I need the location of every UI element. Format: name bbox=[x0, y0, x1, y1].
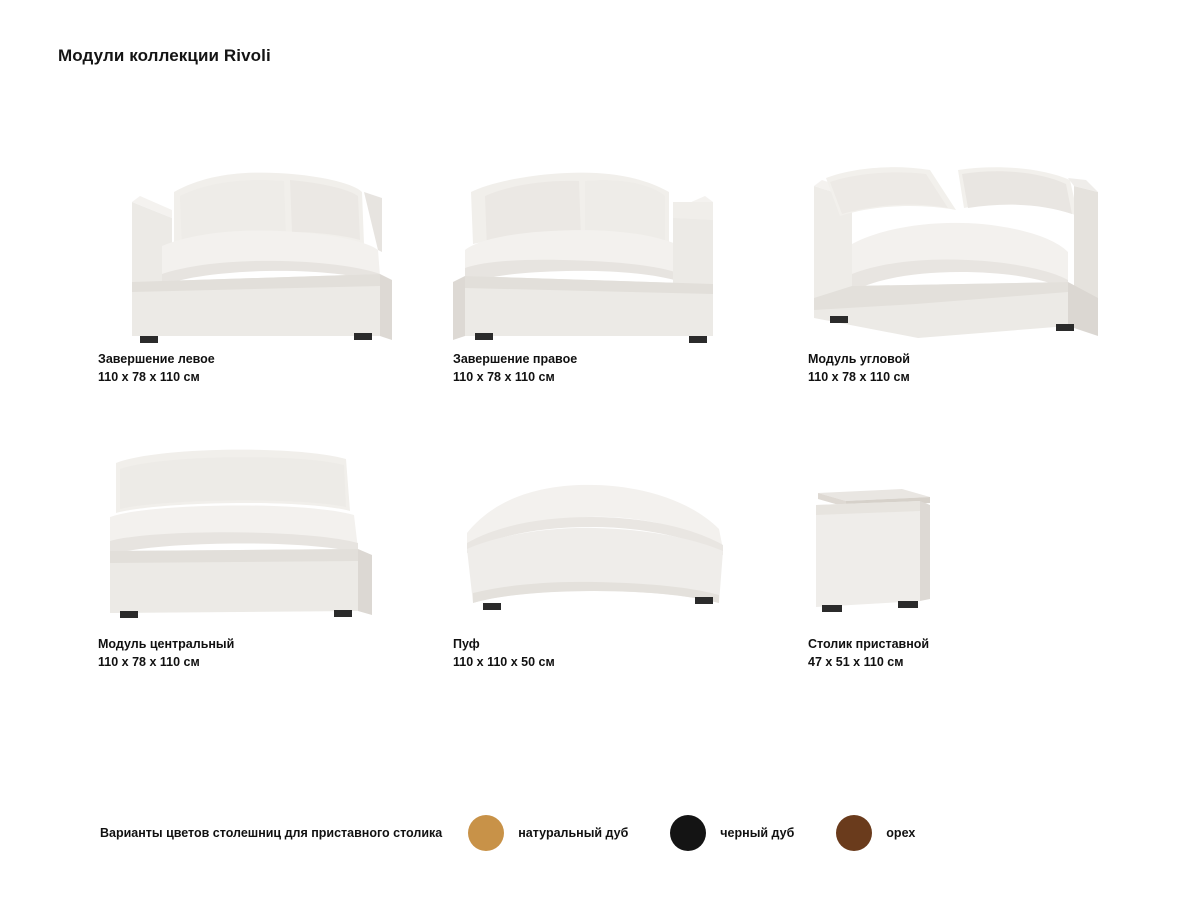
module-name: Завершение левое bbox=[98, 351, 215, 366]
module-name: Модуль угловой bbox=[808, 351, 910, 366]
module-dims: 110 x 78 x 110 см bbox=[98, 370, 200, 385]
module-dims: 110 x 78 x 110 см bbox=[808, 370, 910, 385]
module-card-right-end[interactable] bbox=[413, 140, 768, 425]
legend-label: Варианты цветов столешниц для приставного столика bbox=[100, 826, 443, 840]
module-caption bbox=[453, 635, 555, 673]
page-title: Модули коллекции Rivoli bbox=[58, 46, 271, 65]
sofa-corner-figure bbox=[806, 140, 1106, 370]
module-dims: 110 x 110 x 50 см bbox=[453, 655, 555, 670]
color-swatch[interactable] bbox=[836, 815, 872, 851]
color-legend bbox=[100, 815, 957, 851]
pouf-icon bbox=[451, 425, 751, 655]
sofa-left-end-icon bbox=[96, 140, 396, 370]
module-dims: 110 x 78 x 110 см bbox=[453, 370, 555, 385]
swatch-group-black-oak[interactable] bbox=[670, 815, 794, 851]
module-card-pouf[interactable] bbox=[413, 425, 768, 710]
color-swatch[interactable] bbox=[670, 815, 706, 851]
module-dims: 47 x 51 x 110 см bbox=[808, 655, 904, 670]
sofa-corner-icon bbox=[806, 140, 1106, 370]
sofa-right-end-icon bbox=[451, 140, 751, 370]
side-table-figure bbox=[806, 425, 1106, 655]
module-caption bbox=[453, 350, 577, 388]
pouf-figure bbox=[451, 425, 751, 655]
sofa-right-end-figure bbox=[451, 140, 751, 370]
swatch-label: натуральный дуб bbox=[518, 826, 629, 840]
module-card-left-end[interactable] bbox=[58, 140, 413, 425]
sofa-center-icon bbox=[96, 425, 396, 655]
modules-grid bbox=[58, 140, 1148, 710]
sofa-center-figure bbox=[96, 425, 396, 655]
module-caption bbox=[98, 635, 234, 673]
module-card-corner[interactable] bbox=[768, 140, 1123, 425]
module-name: Модуль центральный bbox=[98, 636, 235, 651]
module-card-side-table[interactable] bbox=[768, 425, 1123, 710]
side-table-icon bbox=[806, 425, 1106, 655]
module-name: Завершение правое bbox=[453, 351, 578, 366]
module-card-center[interactable] bbox=[58, 425, 413, 710]
module-caption bbox=[98, 350, 215, 388]
swatch-group-walnut[interactable] bbox=[836, 815, 915, 851]
color-swatch[interactable] bbox=[468, 815, 504, 851]
module-dims: 110 x 78 x 110 см bbox=[98, 655, 200, 670]
sofa-left-end-figure bbox=[96, 140, 396, 370]
swatch-label: орех bbox=[886, 826, 916, 840]
module-caption bbox=[808, 350, 910, 388]
swatch-label: черный дуб bbox=[720, 826, 795, 840]
module-caption bbox=[808, 635, 929, 673]
module-name: Столик приставной bbox=[808, 636, 930, 651]
swatch-group-natural-oak[interactable] bbox=[468, 815, 628, 851]
module-name: Пуф bbox=[453, 636, 480, 651]
